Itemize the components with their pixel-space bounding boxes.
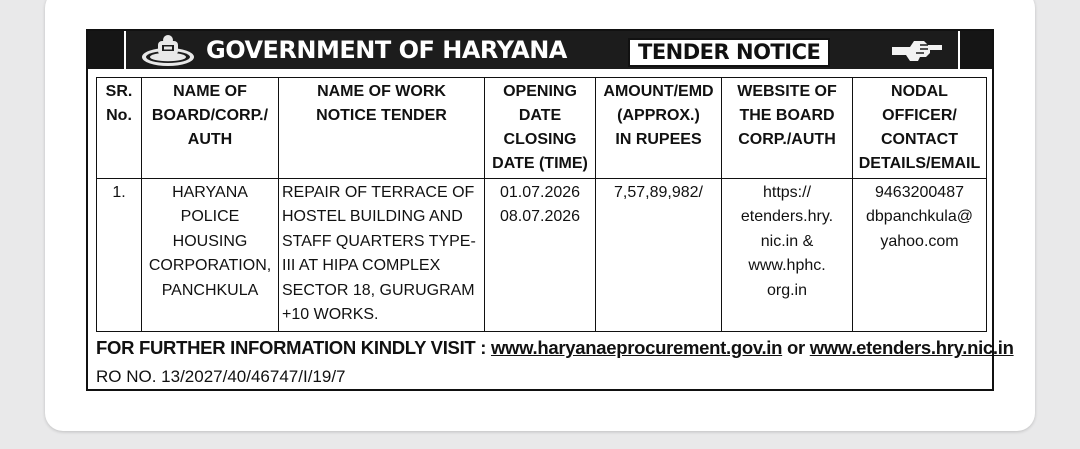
contact-email: dbpanchkula@ yahoo.com [866, 208, 973, 250]
table-header-row [97, 78, 987, 179]
tender-notice-label: TENDER NOTICE [628, 38, 830, 67]
state-emblem-icon [140, 33, 196, 67]
etenders-link[interactable]: www.etenders.hry.nic.in [809, 337, 1014, 358]
tender-table [96, 77, 987, 332]
further-info-line [96, 337, 1014, 359]
header-sr: SR. No. [97, 78, 142, 179]
header-board: NAME OF BOARD/CORP./ AUTH [142, 78, 279, 179]
header-amount: AMOUNT/EMD (APPROX.) IN RUPEES [596, 78, 722, 179]
pointing-hand-icon [890, 35, 944, 65]
header-dates: OPENING DATE CLOSING DATE (TIME) [485, 78, 596, 179]
cell-contact [853, 179, 987, 332]
cell-board: HARYANA POLICE HOUSING CORPORATION, PANCHKULA [142, 179, 279, 332]
link-joiner: or [782, 337, 810, 358]
government-title: GOVERNMENT OF HARYANA [206, 36, 567, 64]
tender-notice [86, 29, 1014, 391]
cell-dates [485, 179, 596, 332]
header-work: NAME OF WORK NOTICE TENDER [279, 78, 485, 179]
cell-website: https:// etenders.hry. nic.in & www.hphc. org.in [722, 179, 853, 332]
opening-date: 01.07.2026 [499, 184, 581, 201]
further-info-prefix: FOR FURTHER INFORMATION KINDLY VISIT : [96, 337, 491, 358]
contact-phone: 9463200487 [875, 184, 964, 201]
notice-banner [88, 31, 992, 69]
table-row [97, 179, 987, 332]
header-nodal: NODAL OFFICER/ CONTACT DETAILS/EMAIL [853, 78, 987, 179]
cell-work: REPAIR OF TERRACE OF HOSTEL BUILDING AND STAFF QUARTERS TYPE- III AT HIPA COMPLEX SECTOR 18, GURUGRAM +10 WORKS. [279, 179, 485, 332]
ro-number: RO NO. 13/2027/40/46747/I/19/7 [96, 367, 346, 386]
cell-amount: 7,57,89,982/ [596, 179, 722, 332]
cell-sr: 1. [97, 179, 142, 332]
closing-date: 08.07.2026 [499, 208, 581, 226]
procurement-link[interactable]: www.haryanaeprocurement.gov.in [490, 337, 783, 358]
header-website: WEBSITE OF THE BOARD CORP./AUTH [722, 78, 853, 179]
